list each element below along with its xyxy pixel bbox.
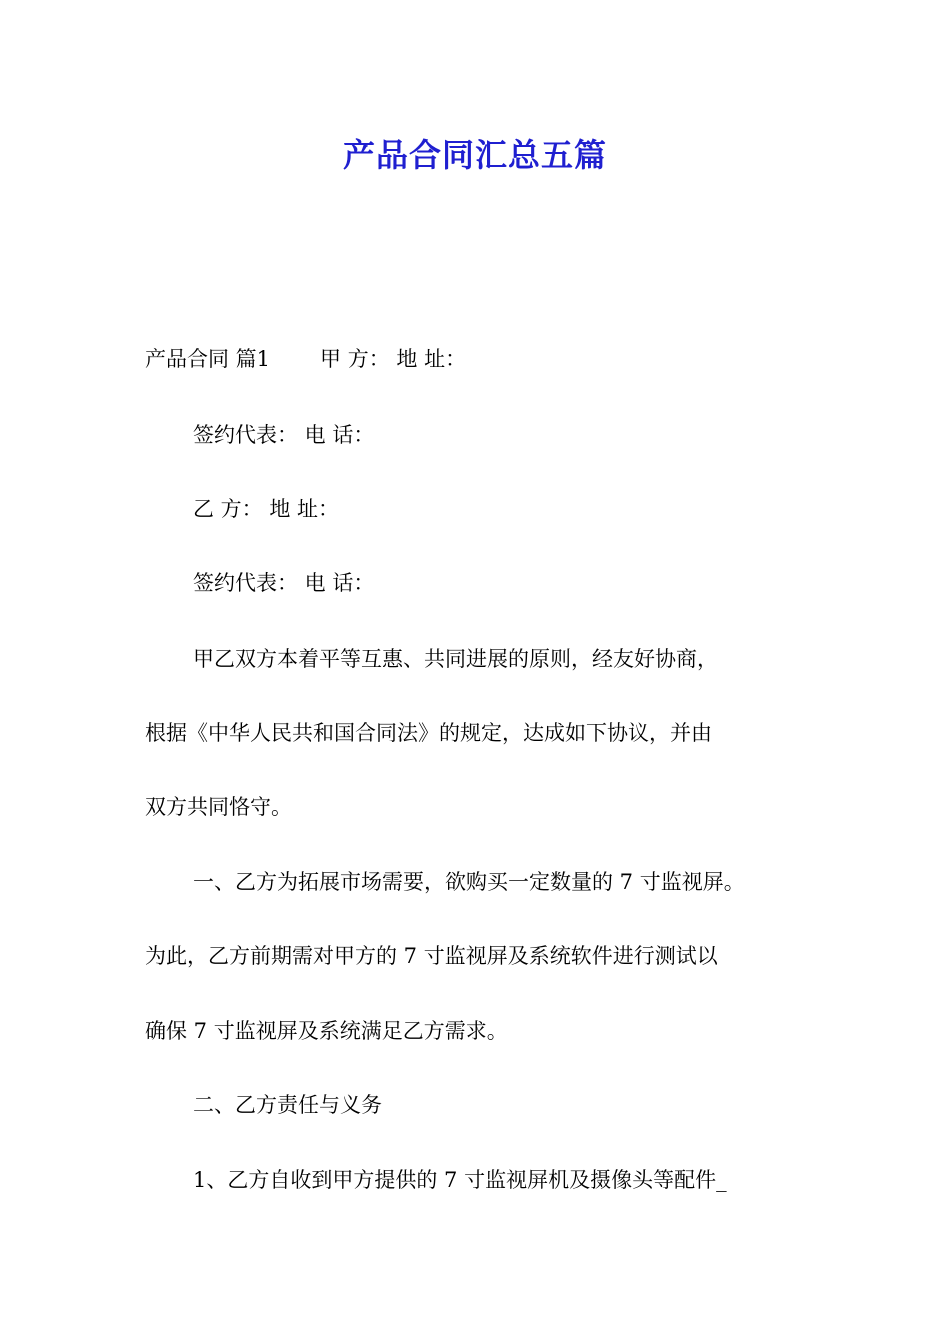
paragraph-line: 为此，乙方前期需对甲方的 7 寸监视屏及系统软件进行测试以 — [145, 944, 718, 968]
paragraph-line: 双方共同恪守。 — [145, 795, 292, 819]
party-a-address: 甲 方： 地 址： — [320, 347, 467, 371]
paragraph-line: 根据《中华人民共和国合同法》的规定，达成如下协议，并由 — [145, 721, 712, 745]
section-heading: 二、乙方责任与义务 — [193, 1093, 382, 1117]
document-title: 产品合同汇总五篇 — [342, 136, 607, 174]
contract-heading-line — [145, 344, 466, 374]
paragraph-line: 一、乙方为拓展市场需要，欲购买一定数量的 7 寸监视屏。 — [193, 870, 745, 894]
paragraph-line: 甲乙双方本着平等互惠、共同进展的原则，经友好协商， — [193, 647, 718, 671]
party-b-address: 乙 方： 地 址： — [193, 497, 340, 521]
paragraph-line: 1、乙方自收到甲方提供的 7 寸监视屏机及摄像头等配件_ — [193, 1168, 727, 1192]
paragraph-line: 确保 7 寸监视屏及系统满足乙方需求。 — [145, 1019, 508, 1043]
party-b-representative: 签约代表： 电 话： — [193, 571, 375, 595]
contract-heading: 产品合同 篇1 — [145, 347, 271, 371]
party-a-representative: 签约代表： 电 话： — [193, 423, 375, 447]
